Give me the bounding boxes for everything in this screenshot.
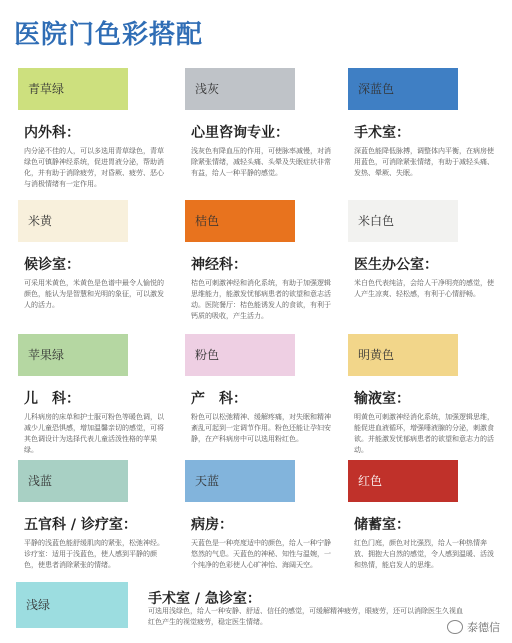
color-card [18,68,168,190]
dept-name: 五官科 / 诊疗室： [24,517,137,533]
color-name: 浅蓝 [28,474,53,488]
color-card [185,334,335,445]
color-name: 天蓝 [195,474,220,488]
color-name: 浅灰 [195,82,220,96]
color-name: 粉色 [195,348,220,362]
brand-name: 泰德信 [467,621,500,634]
dept-name: 心里咨询专业： [191,125,289,141]
color-name: 浅绿 [26,598,51,612]
dept-name: 手术室： [354,125,410,141]
color-name: 苹果绿 [28,348,65,362]
dept-name: 神经科： [191,257,247,273]
dept-name: 候诊室： [24,257,80,273]
color-swatch [348,200,458,242]
color-swatch [185,460,295,502]
color-swatch [18,334,128,376]
color-name: 米白色 [358,214,395,228]
color-swatch [348,460,458,502]
page-title: 医院门色彩搭配 [14,20,204,50]
dept-name: 病房： [191,517,233,533]
color-name: 米黄 [28,214,53,228]
color-card [185,200,335,322]
dept-name: 输液室： [354,391,410,407]
color-card [18,334,168,456]
color-swatch [18,460,128,502]
dept-description: 内分泌不佳的人，可以多选用青草绿色，青草绿色可镇静神经系统，促进胃液分泌，帮助消化，并有助于消除疲劳，对昏厥、疲劳、恶心与消极情绪有一定作用。 [24,147,164,188]
dept-name: 医生办公室： [354,257,438,273]
dept-name: 儿 科： [24,391,80,407]
color-swatch [18,68,128,110]
dept-description: 明黄色可刺激神经消化系统，加强逻辑思维，能促进血液循环，增强唾液腺的分泌，刺激食欲。并能激发忧郁病患者的欲望和意志力的活动。 [354,413,494,454]
dept-description: 可采用米黄色，米黄色是色谱中最令人愉悦的颜色，能认为是智慧和光明的象征，可以激发人的活力。 [24,279,164,309]
color-swatch [185,68,295,110]
color-swatch [185,200,295,242]
dept-name: 储蓄室： [354,517,410,533]
color-swatch [185,334,295,376]
dept-description: 可选用浅绿色，给人一种安静、舒适、信任的感觉，可缓解精神疲劳，眼疲劳，还可以消除医生久视血红色产生的视觉疲劳，稳定医生情绪。 [148,607,463,626]
color-card [18,200,168,311]
dept-description: 深蓝色能降低脉搏，调整体内平衡，在病房使用蓝色，可消除紧张情绪，有助于减轻头痛、发热、晕厥、失眠。 [354,147,494,177]
dept-description: 桔色可刺激神经和消化系统，有助于加强逻辑思维能力，能激发忧郁病患者的欲望和意志活动。医院餐厅：桔色能诱发人的食欲，有利于钙质的吸收，产生活力。 [191,279,331,320]
wechat-icon [447,620,463,634]
color-card [348,68,498,179]
color-card [348,200,498,300]
color-name: 明黄色 [358,348,395,362]
dept-name: 产 科： [191,391,247,407]
color-card [185,68,335,179]
color-card [348,460,498,571]
color-name: 红色 [358,474,383,488]
color-name: 桔色 [195,214,220,228]
color-card [348,334,498,456]
color-swatch-light-green [16,582,128,628]
dept-description: 红色门庭，颜色对比强烈，给人一种热情奔放、拥抱大自然的感觉，令人感到温暖、活泼和热情，能启发人的思维。 [354,539,494,569]
color-name: 深蓝色 [358,82,395,96]
color-card [18,460,168,571]
dept-description: 浅灰色有降血压的作用，可使脉率减慢，对消除紧张情绪，减轻头痛、头晕及失眠症状非常有益，给人一种平静的感觉。 [191,147,331,177]
dept-description: 平静的浅蓝色能舒缓肌肉的紧张，松弛神经。诊疗室：适用于浅蓝色，使人感到平静的颜色，使患者消除紧张的情绪。 [24,539,164,569]
color-swatch [348,334,458,376]
color-swatch [18,200,128,242]
dept-description: 天蓝色是一种亮度适中的颜色，给人一种宁静悠然的气息。天蓝色的神秘、知性与温婉，一个纯净的色彩使人心旷神怡、海阔天空。 [191,539,331,569]
color-card [185,460,335,571]
color-swatch [348,68,458,110]
dept-name: 内外科： [24,125,80,141]
color-name: 青草绿 [28,82,65,96]
dept-name: 手术室 / 急诊室： [148,591,261,607]
brand-watermark [447,619,500,635]
dept-description: 米白色代表纯洁，会给人干净明亮的感觉，使人产生凉爽、轻松感，有利于心情舒畅。 [354,279,494,298]
dept-description: 粉色可以松弛精神、缓解疼痛，对失眠和精神紊乱可起到一定调节作用。粉色还能让孕妇安静，在产科病房中可以选用粉红色。 [191,413,331,443]
dept-description: 儿科病房的床单和护士服可粉色等暖色调，以减少儿童恐惧感，增加温馨亲切的感觉，可将其色调设计为选择代表儿童活泼性格的苹果绿。 [24,413,164,454]
